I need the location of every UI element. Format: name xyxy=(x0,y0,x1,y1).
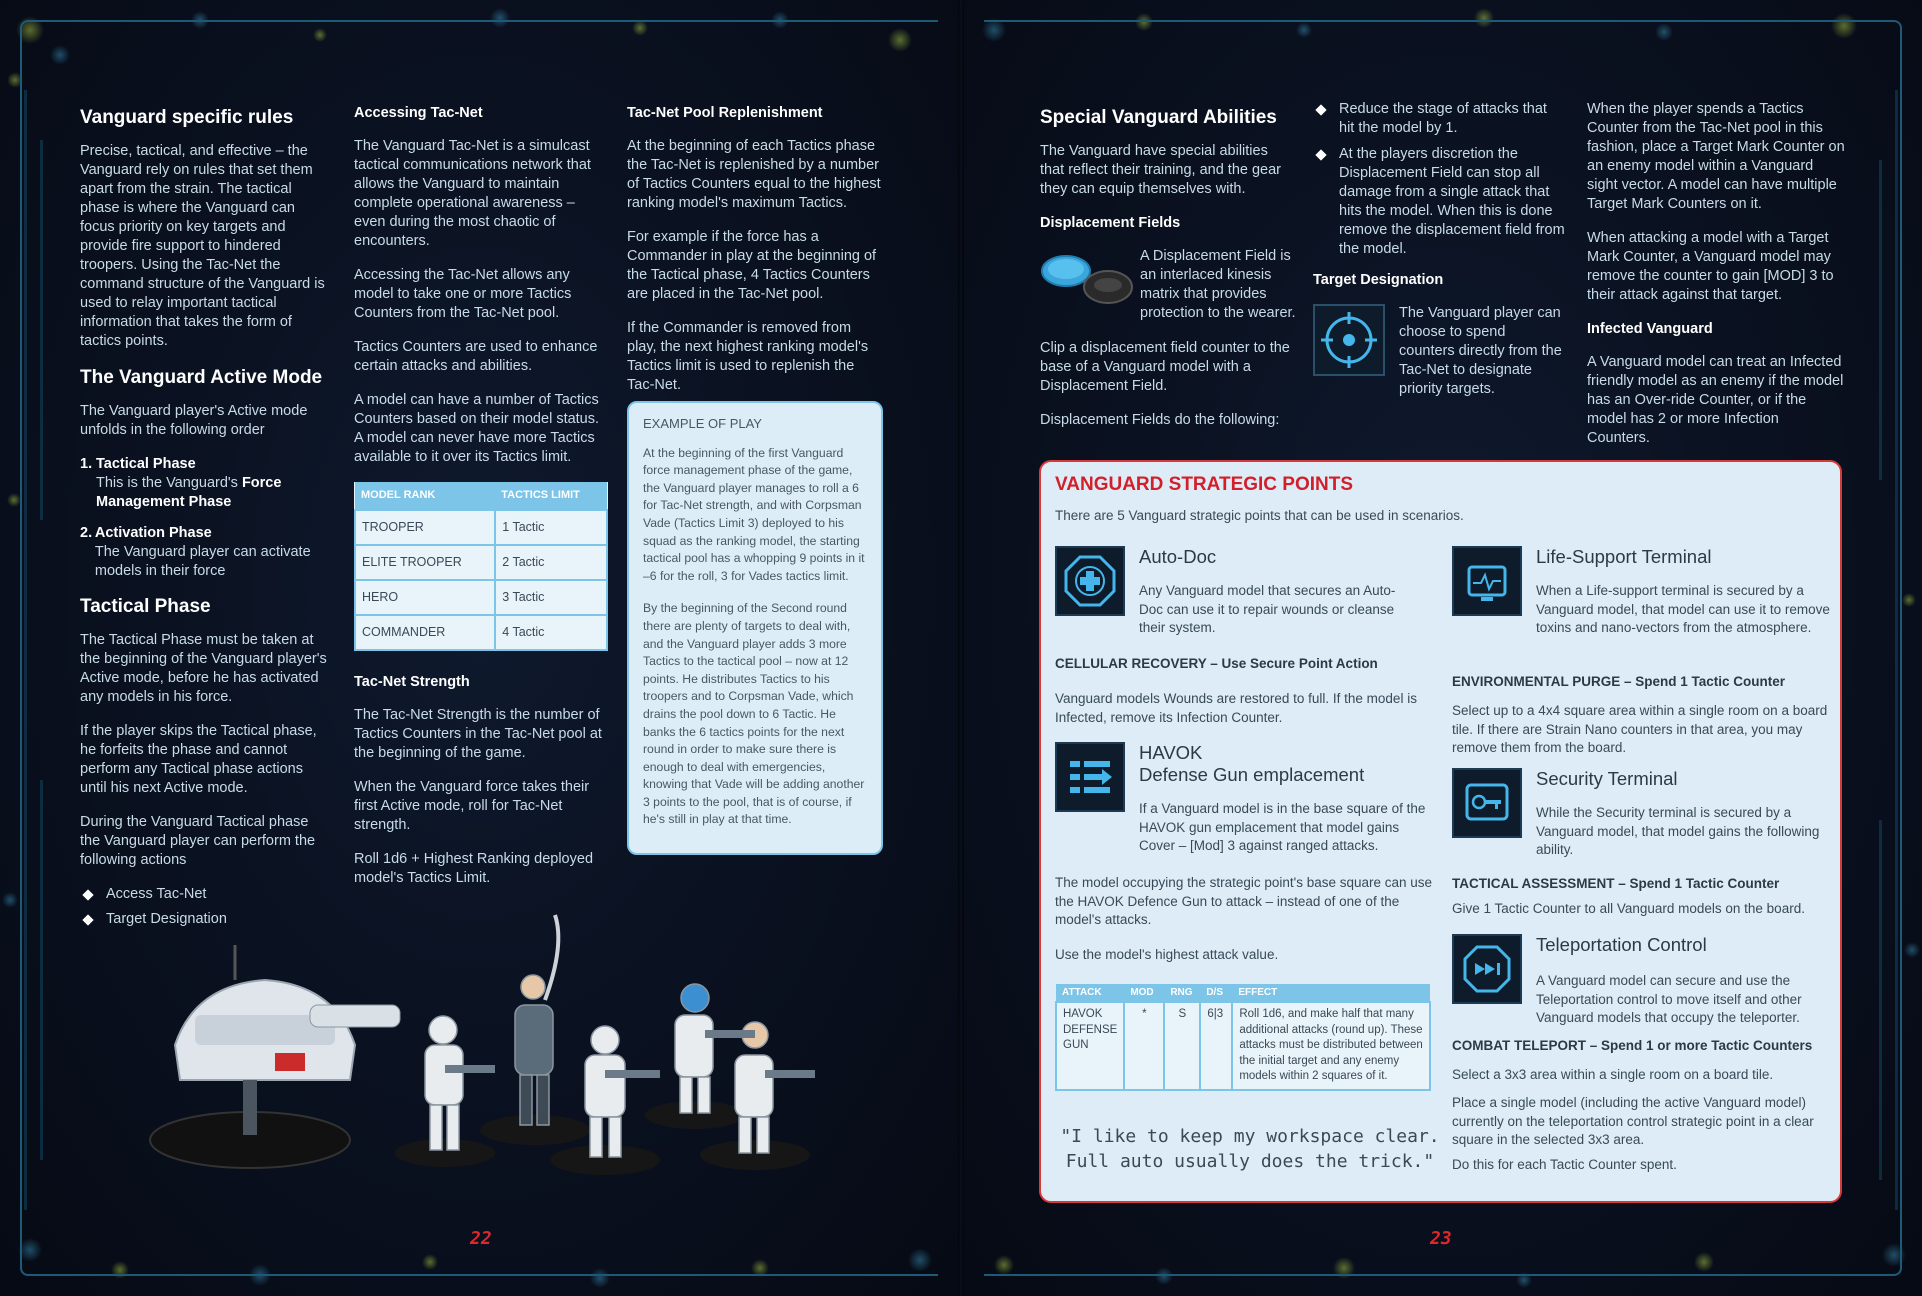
paragraph: Tactics Counters are used to enhance certain attacks and abilities. xyxy=(354,339,598,374)
heading-specific-rules: Vanguard specific rules xyxy=(80,107,294,128)
strategic-points-intro: There are 5 Vanguard strategic points that can be used in scenarios. xyxy=(1055,508,1464,523)
gun-emplacement-icon xyxy=(1055,742,1125,812)
paragraph: Accessing the Tac-Net allows any model to take one or more Tactics Counters from the Tac-Net pool. xyxy=(354,267,572,321)
paragraph: The Vanguard player can choose to spend counters directly from the Tac-Net to designate priority targets. xyxy=(1399,305,1562,397)
effect-item xyxy=(1313,145,1565,259)
diamond-bullet-icon xyxy=(82,914,93,925)
paragraph: Precise, tactical, and effective – the Vanguard rely on rules that set them apart from the strain. The tactical phase is where the Vanguard can focus priority on key targets and provide fire support to hindered troopers. Using the Tac-Net the command structure of the Vanguard is used to relay important tactical information that takes the form of tactics points. xyxy=(80,143,325,349)
havok-title-line-1: HAVOK xyxy=(1139,742,1203,763)
limit-cell: 3 Tactic xyxy=(495,580,607,615)
displacement-counter-icon xyxy=(1040,247,1136,307)
effect-item xyxy=(1313,100,1565,138)
teleport-title: Teleportation Control xyxy=(1536,934,1707,955)
phase-text: This is the Vanguard's xyxy=(95,475,242,491)
tactics-limit-table xyxy=(354,482,608,651)
havok-text: If a Vanguard model is in the base square of the HAVOK gun emplacement that model gains Cover – [Mod] 3 against ranged attacks. xyxy=(1139,801,1426,853)
circuit-trace xyxy=(40,140,43,520)
left-column-3 xyxy=(627,100,883,410)
table-row xyxy=(355,580,607,615)
vanguard-miniatures-image xyxy=(135,905,835,1205)
autodoc-text: Any Vanguard model that secures an Auto-Doc can use it to repair wounds or cleanse their system. xyxy=(1139,583,1396,635)
diamond-bullet-icon xyxy=(1315,104,1326,115)
left-column-2 xyxy=(354,100,608,903)
table-header: MOD xyxy=(1124,984,1164,1002)
right-column-3 xyxy=(1587,100,1845,463)
circuit-trace xyxy=(1879,820,1882,1180)
paragraph: If the Commander is removed from play, the next highest ranking model's Tactics limit is used to replenish the Tac-Net. xyxy=(627,320,869,393)
paragraph: At the beginning of each Tactics phase the Tac-Net is replenished by a number of Tactics Counters equal to the highest ranking model's maximum Tactics. xyxy=(627,138,881,211)
phase-title: Tactical Phase xyxy=(95,456,196,472)
table-header: ATTACK xyxy=(1056,984,1124,1002)
table-header: RNG xyxy=(1164,984,1200,1002)
heading-displacement-fields: Displacement Fields xyxy=(1040,215,1181,231)
table-row xyxy=(355,510,607,545)
limit-cell: 2 Tactic xyxy=(495,545,607,580)
diamond-bullet-icon xyxy=(1315,149,1326,160)
security-rule: TACTICAL ASSESSMENT – Spend 1 Tactic Counter xyxy=(1452,876,1780,891)
paragraph: When the Vanguard force takes their first Active mode, roll for Tac-Net strength. xyxy=(354,779,590,833)
crosshair-target-icon xyxy=(1313,304,1385,376)
strategic-points-panel xyxy=(1039,460,1842,1203)
teleport-rule: COMBAT TELEPORT – Spend 1 or more Tactic Counters xyxy=(1452,1038,1813,1053)
heading-infected-vanguard: Infected Vanguard xyxy=(1587,321,1713,337)
security-text: While the Security terminal is secured by a Vanguard model, that model gains the following ability. xyxy=(1536,805,1820,857)
rank-cell: HERO xyxy=(355,580,495,615)
security-title: Security Terminal xyxy=(1536,768,1678,789)
circuit-trace xyxy=(1895,90,1898,1210)
phase-list xyxy=(80,455,332,581)
character-quote: "I like to keep my workspace clear. Full auto usually does the trick." xyxy=(1060,1126,1440,1172)
autodoc-rule-text: Vanguard models Wounds are restored to full. If the model is Infected, remove its Infection Counter. xyxy=(1055,691,1417,725)
heading-active-mode: The Vanguard Active Mode xyxy=(80,367,323,388)
paragraph: The Vanguard Tac-Net is a simulcast tactical communications network that allows the Vanguard to maintain complete operational awareness – even during the most chaotic of encounters. xyxy=(354,138,591,249)
paragraph: When attacking a model with a Target Mark Counter, a Vanguard model may remove the counter to gain [MOD] 3 to their attack against that target. xyxy=(1587,230,1834,303)
effect-text: Reduce the stage of attacks that hit the model by 1. xyxy=(1339,101,1547,136)
right-column-2 xyxy=(1313,100,1565,399)
heading-target-designation: Target Designation xyxy=(1313,272,1444,288)
example-of-play-box xyxy=(627,401,883,855)
phase-text-bold: Force Management Phase xyxy=(95,475,282,510)
paragraph: The Vanguard have special abilities that reflect their training, and the gear they can equip themselves with. xyxy=(1040,143,1282,197)
page-number-right: 23 xyxy=(1430,1228,1452,1249)
paragraph: Roll 1d6 + Highest Ranking deployed model's Tactics Limit. xyxy=(354,851,594,886)
paragraph: A Displacement Field is an interlaced kinesis matrix that provides protection to the wearer. xyxy=(1140,248,1296,321)
limit-cell: 1 Tactic xyxy=(495,510,607,545)
havok-text-2: The model occupying the strategic point's base square can use the HAVOK Defence Gun to attack – instead of one of the model's attacks. xyxy=(1055,875,1433,927)
target-designation-block xyxy=(1313,304,1565,399)
security-rule-text: Give 1 Tactic Counter to all Vanguard models on the board. xyxy=(1452,901,1805,916)
paragraph: If the player skips the Tactical phase, he forfeits the phase and cannot perform any Tactical phase actions until his next Active mode. xyxy=(80,723,317,796)
paragraph: A model can have a number of Tactics Counters based on their model status. A model can never have more Tactics available to it over its Tactics limit. xyxy=(354,392,600,465)
page-number-left: 22 xyxy=(470,1228,492,1249)
effect-cell: Roll 1d6, and make half that many additional attacks (round up). These attacks must be distributed between the initial target and any enemy models within 2 squares of it. xyxy=(1232,1002,1430,1090)
havok-title xyxy=(1139,742,1364,786)
limit-cell: 4 Tactic xyxy=(495,615,607,650)
circuit-trace xyxy=(1879,160,1882,480)
havok-title-line-2: Defense Gun emplacement xyxy=(1139,764,1365,785)
table-header: EFFECT xyxy=(1232,984,1430,1002)
table-header: TACTICS LIMIT xyxy=(495,482,607,510)
lifesupport-rule-text: Select up to a 4x4 square area within a single room on a board tile. If there are Strain Nano counters in that area, you may remove them from the board. xyxy=(1452,703,1828,755)
teleport-rule-text-1: Select a 3x3 area within a single room on a board tile. xyxy=(1452,1067,1774,1082)
paragraph: The Vanguard player's Active mode unfolds in the following order xyxy=(80,403,308,438)
heading-accessing-tac-net: Accessing Tac-Net xyxy=(354,105,483,121)
table-row xyxy=(355,545,607,580)
table-row xyxy=(355,615,607,650)
attack-cell: HAVOK DEFENSE GUN xyxy=(1056,1002,1124,1090)
table-header: MODEL RANK xyxy=(355,482,495,510)
paragraph: Clip a displacement field counter to the base of a Vanguard model with a Displacement Field. xyxy=(1040,340,1290,394)
effect-text: At the players discretion the Displacement Field can stop all damage from a single attack that hits the model. When this is done remove the displacement field from the model. xyxy=(1339,146,1565,257)
right-column-1 xyxy=(1040,100,1296,445)
lifesupport-rule: ENVIRONMENTAL PURGE – Spend 1 Tactic Counter xyxy=(1452,674,1786,689)
teleport-arrows-icon xyxy=(1452,934,1522,1004)
phase-number: 1. xyxy=(80,456,93,472)
table-row xyxy=(1056,1002,1430,1090)
phase-number: 2. xyxy=(80,525,93,541)
teleport-text: A Vanguard model can secure and use the Teleportation control to move itself and other Vanguard models that occupy the teleporter. xyxy=(1536,973,1802,1025)
paragraph: During the Vanguard Tactical phase the Vanguard player can perform the following actions xyxy=(80,814,316,868)
example-paragraph: By the beginning of the Second round there are plenty of targets to deal with, and the Vanguard player adds 3 more Tactics to the tactical pool – now at 12 points. He distributes Tactics to his troopers and to Corpsman Vade, which drains the pool down to 6 Tactic. He banks the 6 tactics points for the next round in order to make sure there is enough to deal with emergencies, knowing that Vade will be adding another 3 points to the pool, that is of course, if he's still in play at that time. xyxy=(643,601,865,827)
key-icon xyxy=(1452,768,1522,838)
lifesupport-text: When a Life-support terminal is secured by a Vanguard model, that model can use it to remove toxins and nano-vectors from the atmosphere. xyxy=(1536,583,1830,635)
heading-tactical-phase: Tactical Phase xyxy=(80,596,211,617)
teleport-rule-text-2: Place a single model (including the active Vanguard model) currently on the teleportation control strategic point in a clear square in the selected 3x3 area. xyxy=(1452,1095,1814,1147)
action-item xyxy=(80,885,332,904)
example-title: EXAMPLE OF PLAY xyxy=(643,416,762,431)
strategic-points-title: VANGUARD STRATEGIC POINTS xyxy=(1055,474,1354,495)
heartbeat-monitor-icon xyxy=(1452,546,1522,616)
circuit-trace xyxy=(24,90,27,1210)
circuit-trace xyxy=(40,780,43,1160)
heading-special-abilities: Special Vanguard Abilities xyxy=(1040,107,1277,128)
action-label: Access Tac-Net xyxy=(106,886,207,902)
rank-cell: ELITE TROOPER xyxy=(355,545,495,580)
phase-item xyxy=(80,455,332,512)
table-header: D/S xyxy=(1200,984,1232,1002)
paragraph: For example if the force has a Commander in play at the beginning of the Tactical phase, 4 Tactics Counters are placed in the Tac-Net pool. xyxy=(627,229,877,302)
ds-cell: 6|3 xyxy=(1200,1002,1232,1090)
autodoc-rule: CELLULAR RECOVERY – Use Secure Point Action xyxy=(1055,656,1378,671)
paragraph: A Vanguard model can treat an Infected friendly model as an enemy if the model has an Over-ride Counter, or if the model has 2 or more Infection Counters. xyxy=(1587,354,1844,446)
havok-text-3: Use the model's highest attack value. xyxy=(1055,947,1279,962)
example-paragraph: At the beginning of the first Vanguard force management phase of the game, the Vanguard player manages to roll a 6 for Tac-Net strength, and with Corpsman Vade (Tactics Limit 3) deployed to his squad as the ranking model, the starting tactical pool has a whopping 9 points in it –6 for the roll, 3 for Vades tactics limit. xyxy=(643,445,865,583)
havok-weapon-table xyxy=(1055,984,1431,1091)
phase-text: The Vanguard player can activate models in their force xyxy=(94,544,311,579)
autodoc-title: Auto-Doc xyxy=(1139,546,1217,567)
paragraph: The Tactical Phase must be taken at the beginning of the Vanguard player's Active mode, before he has activated any models in his force. xyxy=(80,632,327,705)
action-label: Target Designation xyxy=(106,911,227,927)
left-column-1 xyxy=(80,100,332,935)
displacement-effects-list xyxy=(1313,100,1565,259)
displacement-field-block xyxy=(1040,247,1296,323)
diamond-bullet-icon xyxy=(82,889,93,900)
phase-title: Activation Phase xyxy=(94,525,212,541)
lifesupport-title: Life-Support Terminal xyxy=(1536,546,1712,567)
paragraph: When the player spends a Tactics Counter from the Tac-Net pool in this fashion, place a Target Mark Counter on an enemy model within a Vanguard sight vector. A model can have multiple Target Mark Counters on it. xyxy=(1587,101,1845,212)
medical-cross-icon xyxy=(1055,546,1125,616)
paragraph: Displacement Fields do the following: xyxy=(1040,412,1280,428)
teleport-rule-text-3: Do this for each Tactic Counter spent. xyxy=(1452,1157,1677,1172)
paragraph: The Tac-Net Strength is the number of Tactics Counters in the Tac-Net pool at the beginning of the game. xyxy=(354,707,602,761)
mod-cell: * xyxy=(1124,1002,1164,1090)
heading-tac-net-strength: Tac-Net Strength xyxy=(354,674,470,690)
heading-pool-replenishment: Tac-Net Pool Replenishment xyxy=(627,105,823,121)
rank-cell: TROOPER xyxy=(355,510,495,545)
rank-cell: COMMANDER xyxy=(355,615,495,650)
phase-item xyxy=(80,524,332,581)
rng-cell: S xyxy=(1164,1002,1200,1090)
